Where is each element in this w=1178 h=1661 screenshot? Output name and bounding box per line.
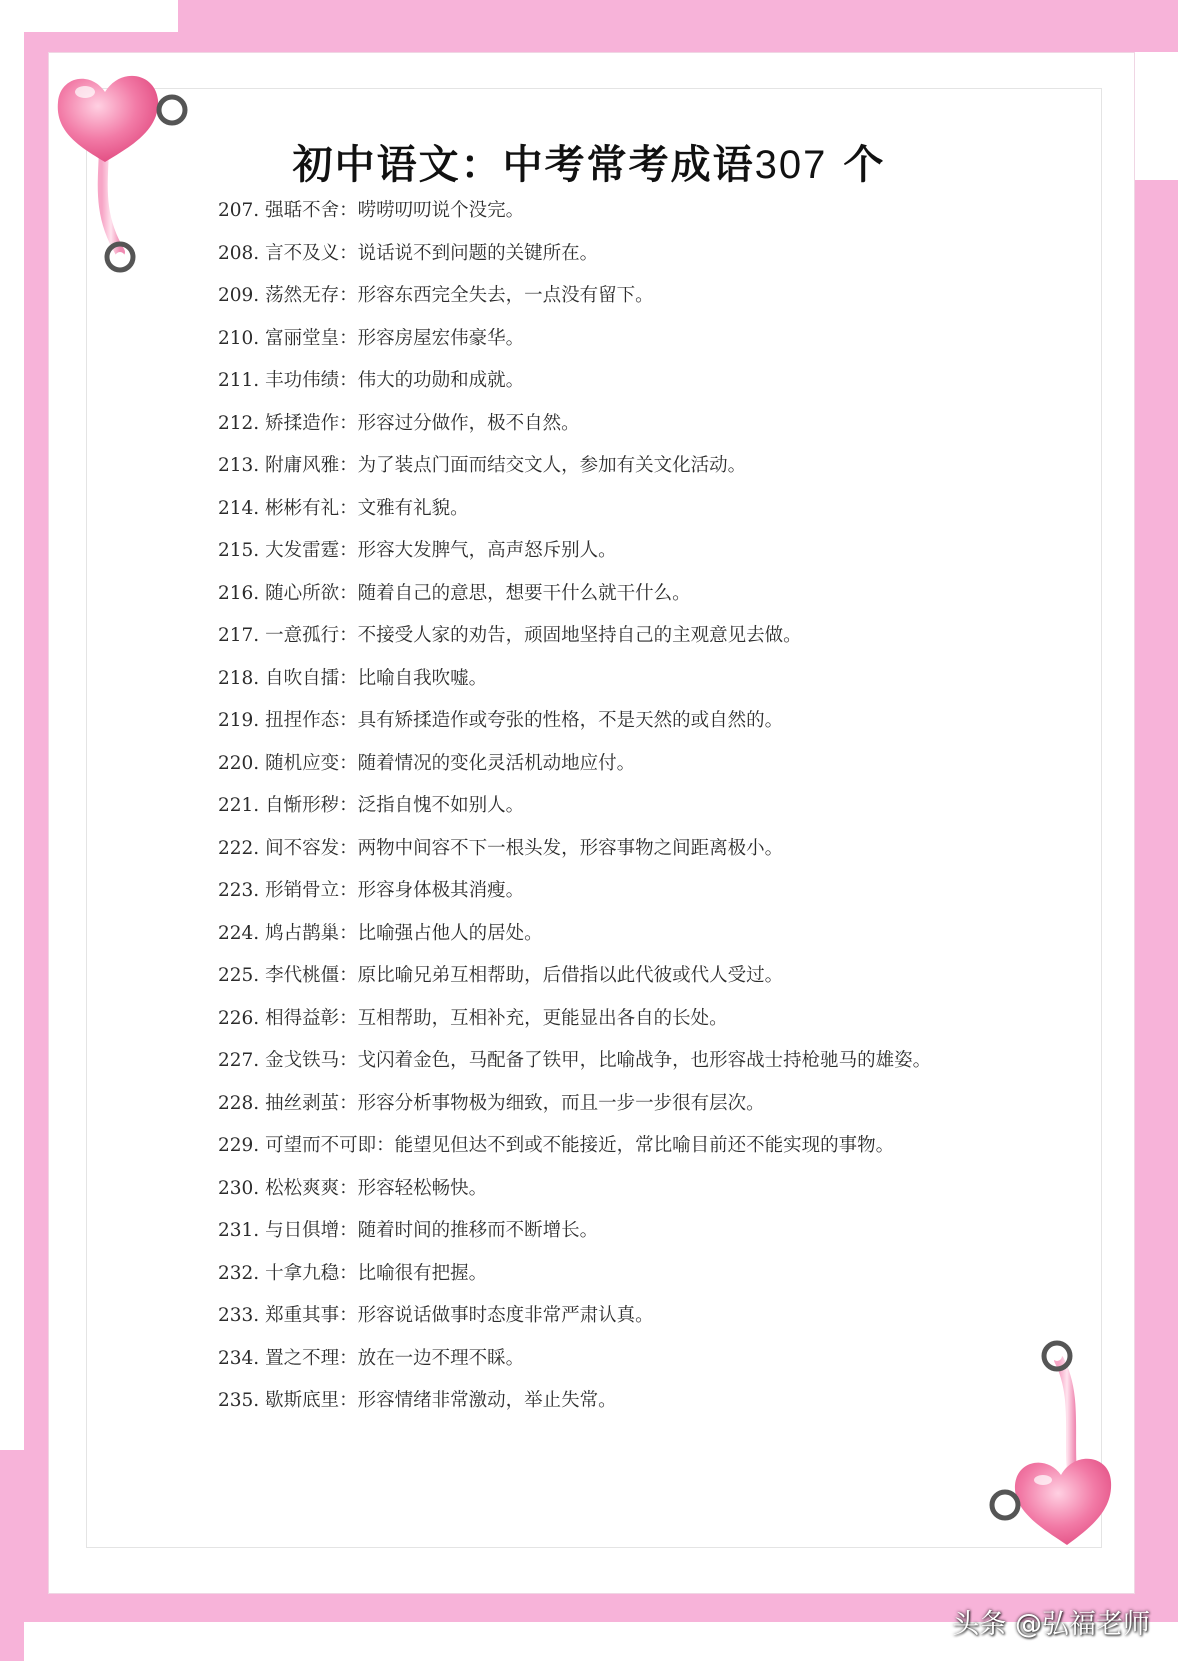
- list-item: 230. 松松爽爽：形容轻松畅快。: [218, 1177, 488, 1199]
- list-item: 225. 李代桃僵：原比喻兄弟互相帮助，后借指以此代彼或代人受过。: [218, 965, 784, 986]
- title-text: 初中语文：中考常考成语: [292, 142, 755, 188]
- list-item: 223. 形销骨立：形容身体极其消瘦。: [218, 880, 525, 901]
- frame-right-bar: [1133, 180, 1178, 1600]
- list-item: 220. 随机应变：随着情况的变化灵活机动地应付。: [218, 752, 636, 774]
- list-item: 210. 富丽堂皇：形容房屋宏伟豪华。: [218, 327, 525, 349]
- idiom-list: [218, 198, 931, 1431]
- list-item: 224. 鸠占鹊巢：比喻强占他人的居处。: [218, 922, 543, 944]
- list-item: 221. 自惭形秽：泛指自愧不如别人。: [218, 795, 525, 816]
- frame-top-left-bar: [24, 32, 1178, 52]
- list-item: 218. 自吹自擂：比喻自我吹嘘。: [218, 667, 488, 689]
- list-item: 207. 强聒不舍：唠唠叨叨说个没完。: [218, 200, 525, 221]
- list-item: 228. 抽丝剥茧：形容分析事物极为细致，而且一步一步很有层次。: [218, 1092, 765, 1114]
- list-item: 232. 十拿九稳：比喻很有把握。: [218, 1262, 488, 1284]
- list-item: 235. 歇斯底里：形容情绪非常激动，举止失常。: [218, 1390, 617, 1411]
- list-item: 217. 一意孤行：不接受人家的劝告，顽固地坚持自己的主观意见去做。: [218, 625, 802, 646]
- list-item: 233. 郑重其事：形容说话做事时态度非常严肃认真。: [218, 1305, 654, 1326]
- watermark: 头条 @弘福老师: [952, 1609, 1150, 1640]
- list-item: 219. 扭捏作态：具有矫揉造作或夸张的性格，不是天然的或自然的。: [218, 710, 784, 731]
- list-item: 229. 可望而不可即：能望见但达不到或不能接近，常比喻目前还不能实现的事物。: [218, 1135, 895, 1156]
- list-item: 211. 丰功伟绩：伟大的功勋和成就。: [218, 370, 525, 391]
- list-item: 215. 大发雷霆：形容大发脾气，高声怒斥别人。: [218, 540, 617, 561]
- list-item: 212. 矫揉造作：形容过分做作，极不自然。: [218, 412, 580, 434]
- list-item: 209. 荡然无存：形容东西完全失去，一点没有留下。: [218, 285, 654, 306]
- heart-ring-icon: [985, 1340, 1125, 1570]
- list-item: 213. 附庸风雅：为了装点门面而结交文人，参加有关文化活动。: [218, 455, 747, 476]
- list-item: 226. 相得益彰：互相帮助，互相补充，更能显出各自的长处。: [218, 1007, 728, 1029]
- list-item: 227. 金戈铁马：戈闪着金色，马配备了铁甲，比喻战争，也形容战士持枪驰马的雄姿。: [218, 1050, 932, 1071]
- list-item: 222. 间不容发：两物中间容不下一根头发，形容事物之间距离极小。: [218, 837, 784, 859]
- frame-bottom-left-bar: [0, 1450, 24, 1661]
- frame-left-bar: [24, 32, 48, 1592]
- list-item: 208. 言不及义：说话说不到问题的关键所在。: [218, 242, 599, 264]
- title-number: 307: [754, 143, 828, 187]
- list-item: 231. 与日俱增：随着时间的推移而不断增长。: [218, 1220, 599, 1241]
- title-suffix: 个: [843, 142, 886, 188]
- frame-top-bar: [178, 0, 1178, 32]
- list-item: 234. 置之不理：放在一边不理不睬。: [218, 1347, 525, 1369]
- list-item: 216. 随心所欲：随着自己的意思，想要干什么就干什么。: [218, 582, 691, 604]
- list-item: 214. 彬彬有礼：文雅有礼貌。: [218, 497, 469, 519]
- page-title: [0, 133, 1178, 190]
